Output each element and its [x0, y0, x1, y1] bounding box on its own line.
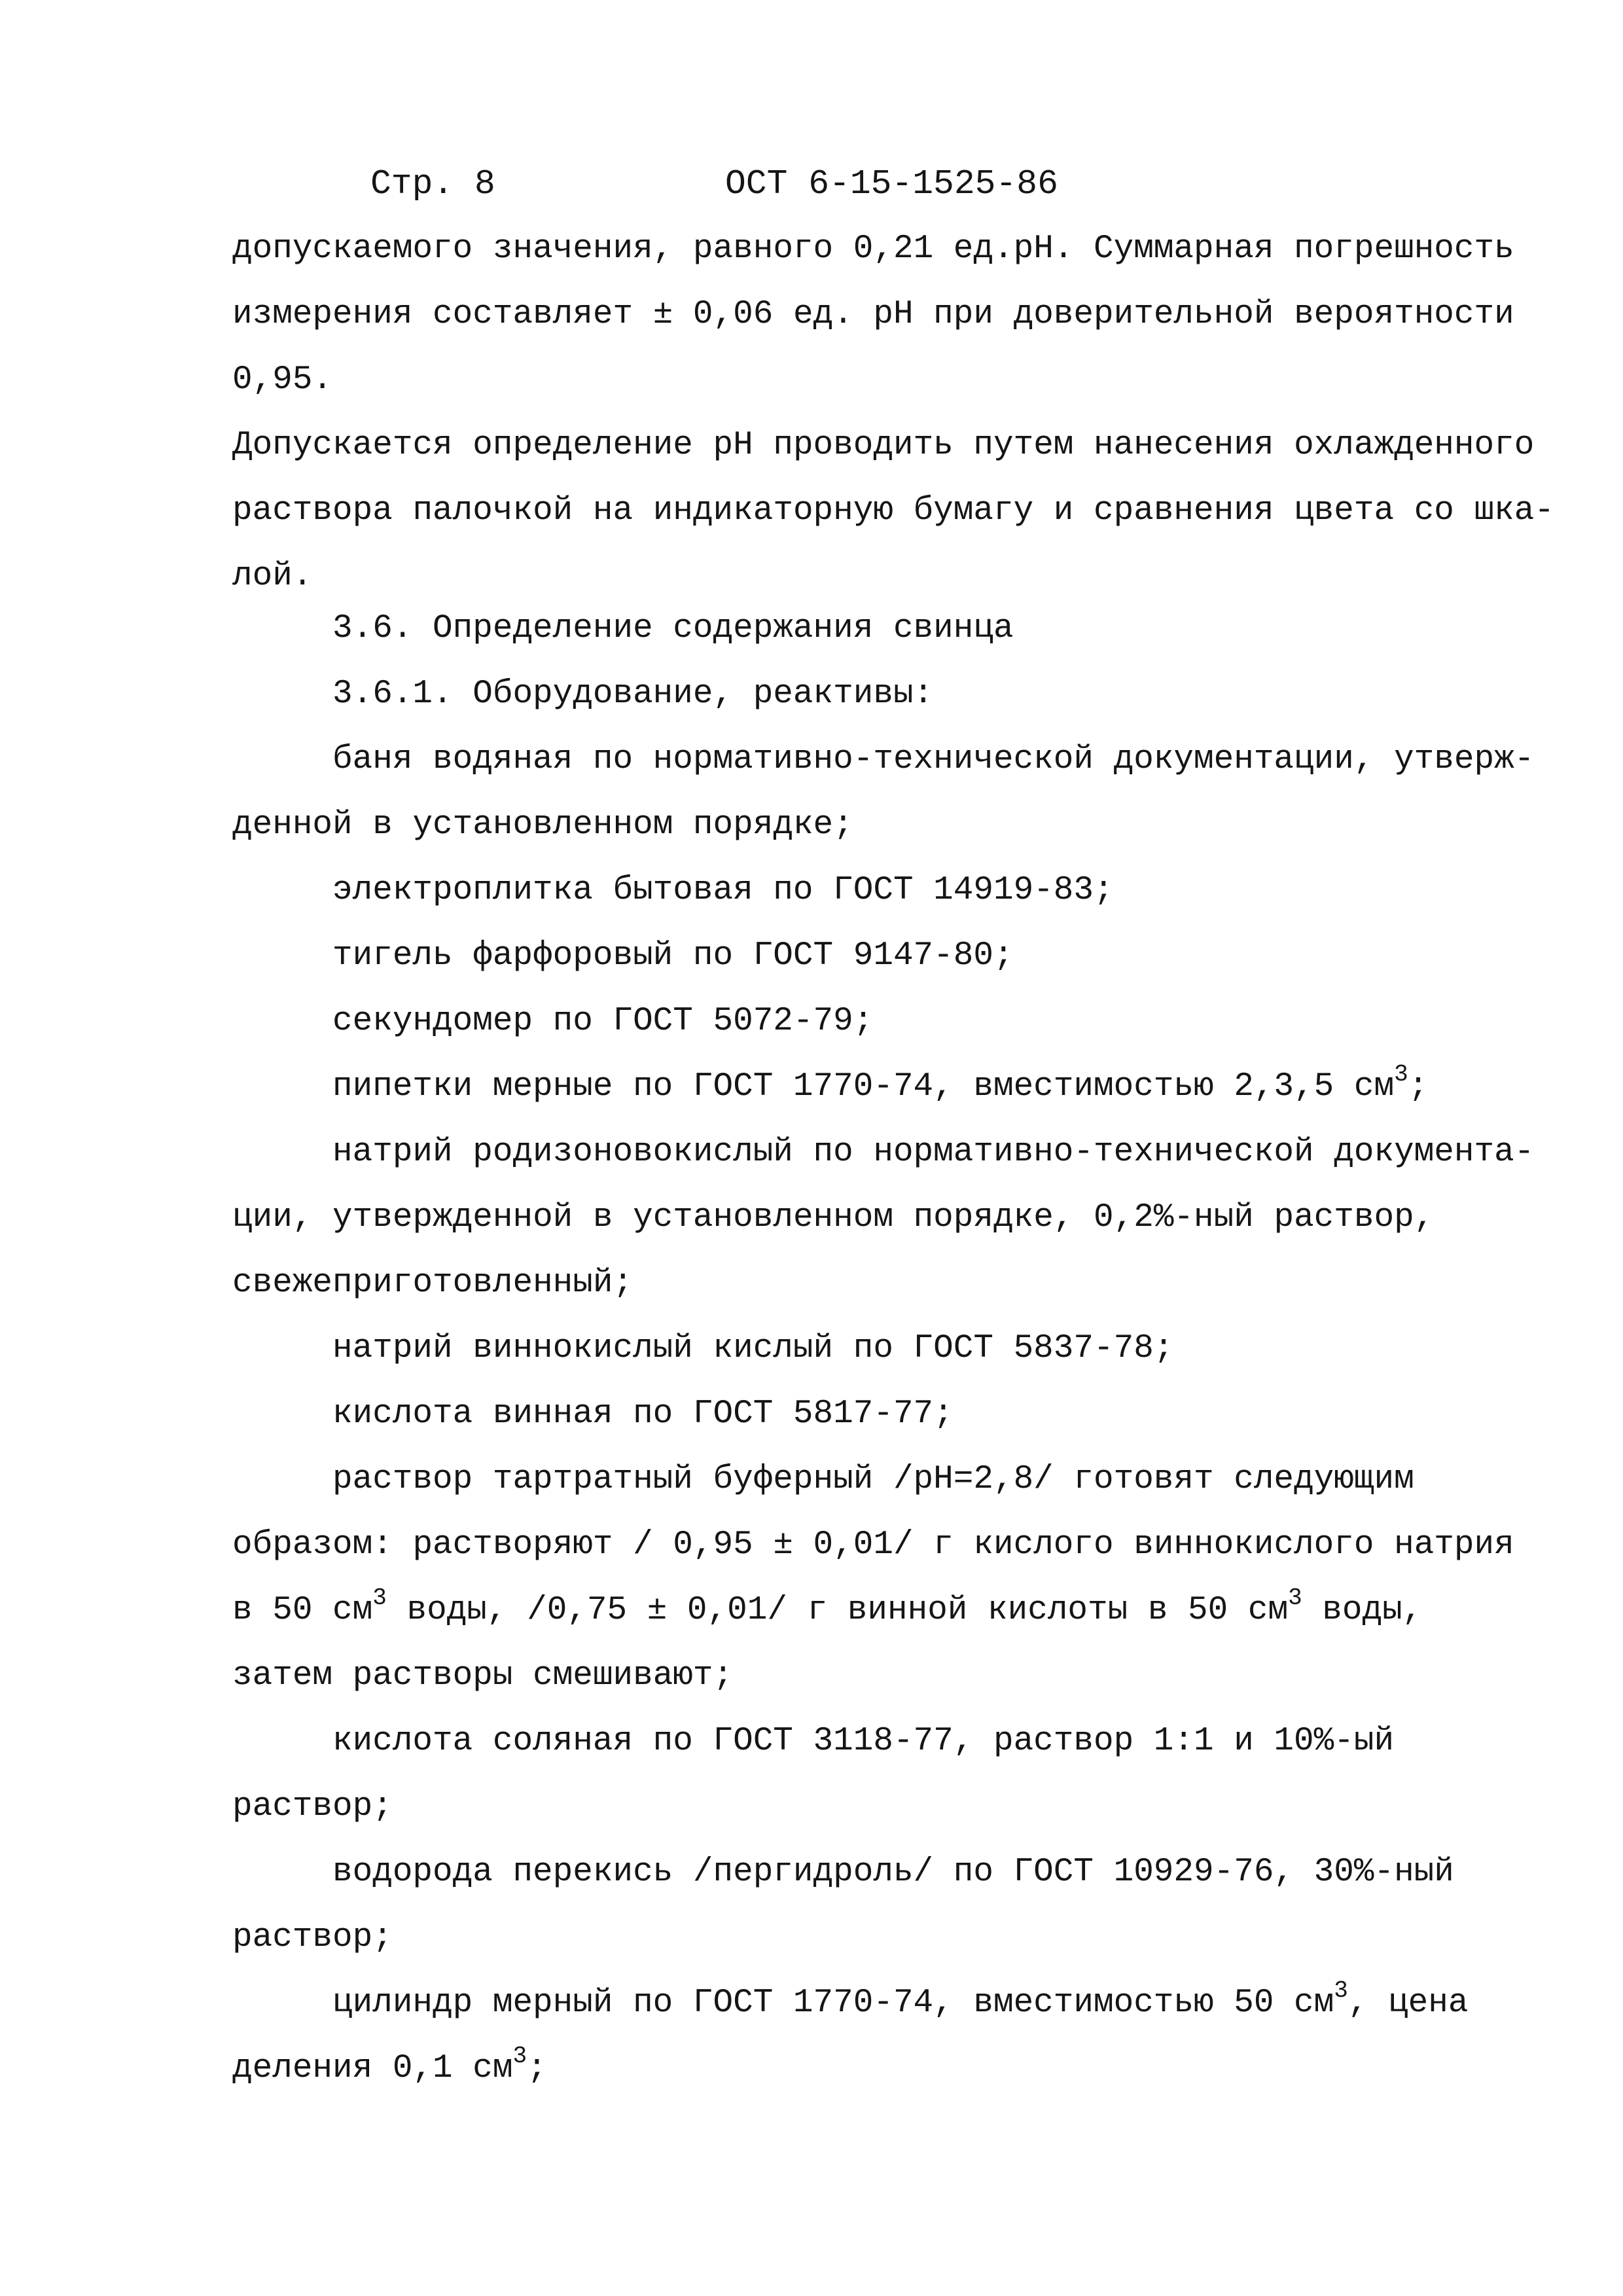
- text-run: воды,: [1302, 1592, 1423, 1629]
- section-heading: 3.6. Определение содержания свинца: [332, 610, 1014, 647]
- document-code: ОСТ 6-15-1525-86: [725, 164, 1058, 204]
- list-item-continuation: [232, 1585, 1423, 1632]
- text-run: деления 0,1 см: [232, 2050, 513, 2087]
- text-run: пипетки мерные по ГОСТ 1770-74, вместимостью 2,3,5 см: [332, 1068, 1395, 1105]
- text-run: в 50 см: [232, 1592, 373, 1629]
- list-item: натрий виннокислый кислый по ГОСТ 5837-78;: [332, 1330, 1174, 1367]
- list-item: раствор тартратный буферный /pH=2,8/ готовят следующим: [332, 1461, 1414, 1498]
- list-item-continuation: денной в установленном порядке;: [232, 806, 853, 844]
- superscript: 3: [1288, 1585, 1302, 1611]
- text-line: Допускается определение pH проводить путем нанесения охлажденного: [232, 427, 1535, 464]
- text-line: измерения составляет ± 0,06 ед. pH при доверительной вероятности: [232, 296, 1514, 333]
- text-run: цилиндр мерный по ГОСТ 1770-74, вместимостью 50 см: [332, 1984, 1334, 2022]
- list-item: секундомер по ГОСТ 5072-79;: [332, 1003, 874, 1040]
- text-run: , цена: [1347, 1984, 1469, 2022]
- list-item: баня водяная по нормативно-технической документации, утверж-: [332, 741, 1535, 778]
- superscript: 3: [512, 2043, 527, 2070]
- superscript: 3: [1334, 1977, 1348, 2004]
- list-item: водорода перекись /пергидроль/ по ГОСТ 10929-76, 30%-ный: [332, 1854, 1454, 1891]
- superscript: 3: [1394, 1061, 1408, 1088]
- text-line: лой.: [232, 558, 313, 595]
- list-item-continuation: затем растворы смешивают;: [232, 1657, 734, 1695]
- list-item: кислота винная по ГОСТ 5817-77;: [332, 1395, 954, 1433]
- subsection-heading: 3.6.1. Оборудование, реактивы:: [332, 675, 934, 713]
- list-item: натрий родизоновокислый по нормативно-технической документа-: [332, 1134, 1535, 1171]
- list-item: электроплитка бытовая по ГОСТ 14919-83;: [332, 872, 1114, 909]
- superscript: 3: [372, 1585, 387, 1611]
- list-item-continuation: раствор;: [232, 1788, 393, 1825]
- list-item: [332, 1977, 1469, 2025]
- list-item-continuation: раствор;: [232, 1919, 393, 1956]
- text-run: ;: [527, 2050, 547, 2087]
- list-item: тигель фарфоровый по ГОСТ 9147-80;: [332, 937, 1014, 975]
- list-item: пипетки мерные по ГОСТ 1770-74, вместимостью 2,3,5 $см^3$;: [332, 1061, 1429, 1105]
- page-number: Стр. 8: [370, 164, 495, 204]
- text-run: воды, /0,75 ± 0,01/ г винной кислоты в 50 см: [386, 1592, 1289, 1629]
- list-item-continuation: ции, утвержденной в установленном порядке, 0,2%-ный раствор,: [232, 1199, 1435, 1236]
- list-item: кислота соляная по ГОСТ 3118-77, раствор 1:1 и 10%-ый: [332, 1723, 1395, 1760]
- list-item-continuation: [232, 2043, 547, 2090]
- list-item-continuation: образом: растворяют / 0,95 ± 0,01/ г кислого виннокислого натрия: [232, 1526, 1514, 1564]
- page-header: [0, 161, 1623, 207]
- text-line: допускаемого значения, равного 0,21 ед.pH. Суммарная погрешность: [232, 230, 1514, 268]
- list-item-continuation: свежеприготовленный;: [232, 1265, 633, 1302]
- text-line: 0,95.: [232, 361, 333, 399]
- text-line: раствора палочкой на индикаторную бумагу и сравнения цвета со шка-: [232, 492, 1554, 529]
